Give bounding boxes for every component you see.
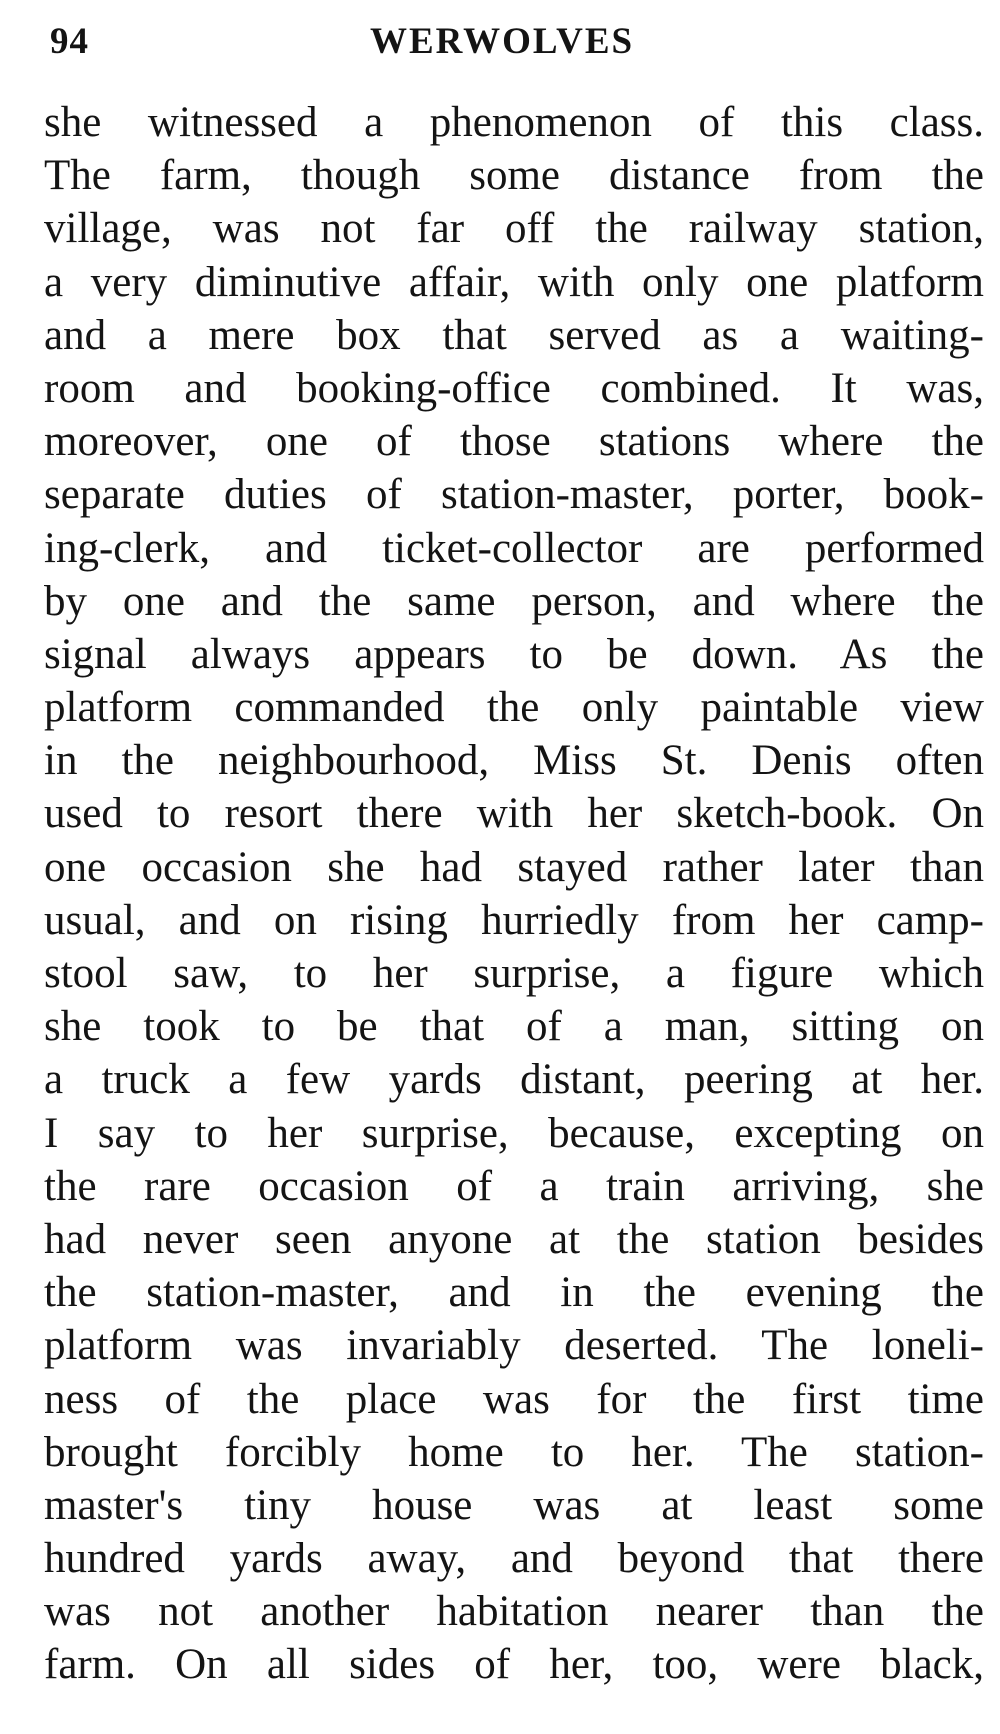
text-line: one occasion she had stayed rather later than [44, 843, 984, 891]
text-line: stool saw, to her surprise, a figure which [44, 950, 984, 997]
text-line: platform commanded the only paintable view [44, 684, 984, 732]
text-line: a very diminutive affair, with only one platform [44, 258, 984, 306]
text-line: had never seen anyone at the station besides [44, 1215, 984, 1263]
text-line: room and booking-office combined. It was, [44, 364, 984, 412]
running-head: WERWOLVES [370, 21, 635, 62]
body-text [44, 96, 984, 1692]
text-line: ing-clerk, and ticket-collector are performed [44, 524, 984, 572]
text-line: farm. On all sides of her, too, were black, [44, 1641, 984, 1689]
text-line: the rare occasion of a train arriving, she [44, 1162, 984, 1210]
text-line: she took to be that of a man, sitting on [44, 1003, 984, 1051]
text-line: in the neighbourhood, Miss St. Denis often [44, 737, 984, 785]
text-line: village, was not far off the railway station, [44, 205, 984, 253]
text-line: a truck a few yards distant, peering at her. [44, 1056, 984, 1104]
text-line: master's tiny house was at least some [44, 1481, 984, 1529]
text-line: usual, and on rising hurriedly from her camp- [44, 896, 984, 944]
page-header [50, 16, 980, 76]
text-line: hundred yards away, and beyond that there [44, 1535, 984, 1583]
text-line: the station-master, and in the evening the [44, 1269, 984, 1317]
text-line: The farm, though some distance from the [44, 152, 984, 200]
text-line: she witnessed a phenomenon of this class. [44, 99, 984, 146]
page-number: 94 [50, 21, 89, 62]
text-line: ness of the place was for the first time [44, 1375, 984, 1423]
text-line: was not another habitation nearer than the [44, 1588, 984, 1636]
text-line: separate duties of station-master, porter, book- [44, 471, 984, 519]
text-line: I say to her surprise, because, excepting on [44, 1109, 984, 1157]
text-line: brought forcibly home to her. The station- [44, 1428, 984, 1476]
text-line: by one and the same person, and where the [44, 577, 984, 625]
text-line: used to resort there with her sketch-book. On [44, 790, 984, 838]
text-line: signal always appears to be down. As the [44, 630, 984, 678]
text-line: platform was invariably deserted. The loneli- [44, 1322, 984, 1370]
text-line: moreover, one of those stations where the [44, 418, 984, 466]
text-line: and a mere box that served as a waiting- [44, 311, 984, 359]
